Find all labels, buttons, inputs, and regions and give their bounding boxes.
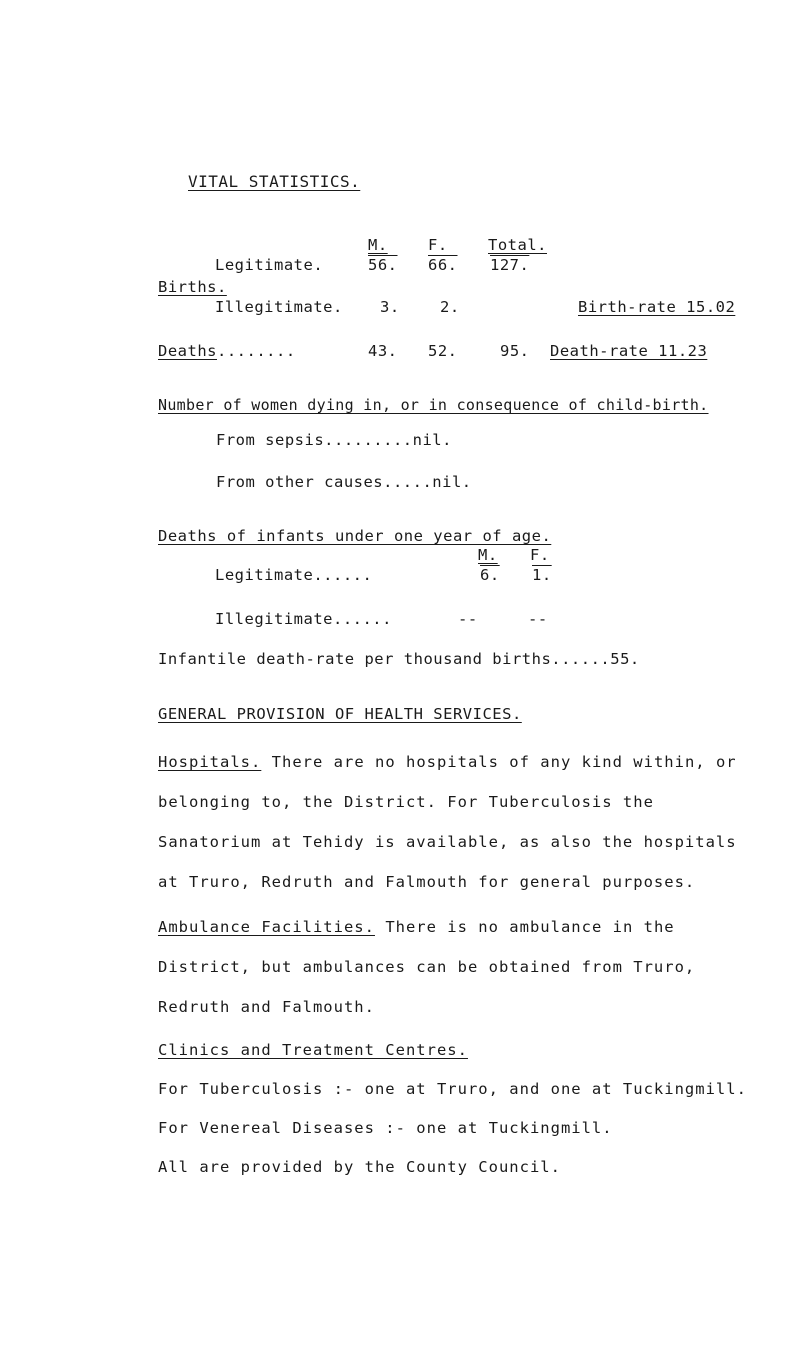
death-rate: Death-rate 11.23 <box>550 342 708 360</box>
births-col-total: Total. <box>488 236 547 254</box>
clinics-paragraph <box>158 1031 747 1187</box>
clinics-line-3: All are provided by the County Council. <box>158 1158 561 1176</box>
infants-legitimate-m: 6. <box>480 566 500 584</box>
infants-col-f: F. <box>530 546 550 564</box>
infants-legitimate-label: Legitimate...... <box>215 566 373 584</box>
ambulance-line-1: Ambulance Facilities. There is no ambulance in the <box>158 918 675 936</box>
births-col-f: F. <box>428 236 448 254</box>
hospitals-label: Hospitals. <box>158 753 262 771</box>
births-illegitimate-label: Illegitimate. <box>215 298 343 316</box>
deaths-m: 43. <box>368 342 398 360</box>
deaths-total: 95. <box>500 342 530 360</box>
births-label: Births. <box>158 278 227 296</box>
ambulance-line-2: District, but ambulances can be obtained from Truro, <box>158 958 696 976</box>
hospitals-line-1: Hospitals. There are no hospitals of any kind within, or <box>158 753 737 771</box>
deaths-leader: ........ <box>217 342 296 360</box>
deaths-row <box>158 342 296 360</box>
infants-heading: Deaths of infants under one year of age. <box>158 527 552 545</box>
ambulance-label: Ambulance Facilities. <box>158 918 375 936</box>
infants-illegitimate-f: -- <box>528 610 548 628</box>
births-legitimate-m: 56. <box>368 256 398 274</box>
infants-illegitimate-m: -- <box>458 610 478 628</box>
deaths-f: 52. <box>428 342 458 360</box>
births-illegitimate-m: 3. <box>380 298 400 316</box>
general-heading: GENERAL PROVISION OF HEALTH SERVICES. <box>158 705 522 723</box>
births-illegitimate-f: 2. <box>440 298 460 316</box>
maternal-sepsis: From sepsis.........nil. <box>216 431 452 449</box>
deaths-label: Deaths <box>158 342 217 360</box>
births-legitimate-f: 66. <box>428 256 458 274</box>
page-title: VITAL STATISTICS. <box>188 172 361 191</box>
hospitals-line-2: belonging to, the District. For Tuberculosis the <box>158 793 654 811</box>
clinics-line-1: For Tuberculosis :- one at Truro, and one at Tuckingmill. <box>158 1080 747 1098</box>
births-legitimate-label: Legitimate. <box>215 256 324 274</box>
infantile-death-rate: Infantile death-rate per thousand births......55. <box>158 650 640 668</box>
clinics-line-2: For Venereal Diseases :- one at Tuckingmill. <box>158 1119 613 1137</box>
ambulance-line-3: Redruth and Falmouth. <box>158 998 375 1016</box>
births-col-m: M. <box>368 236 388 254</box>
birth-rate: Birth-rate 15.02 <box>578 298 736 316</box>
maternal-other: From other causes.....nil. <box>216 473 472 491</box>
clinics-label: Clinics and Treatment Centres. <box>158 1041 468 1059</box>
hospitals-line-4: at Truro, Redruth and Falmouth for general purposes. <box>158 873 696 891</box>
births-legitimate-total: 127. <box>490 256 530 274</box>
infants-illegitimate-label: Illegitimate...... <box>215 610 392 628</box>
maternal-heading: Number of women dying in, or in consequence of child-birth. <box>158 396 709 414</box>
hospitals-line-3: Sanatorium at Tehidy is available, as also the hospitals <box>158 833 737 851</box>
ambulance-paragraph <box>158 907 695 1027</box>
infants-legitimate-f: 1. <box>532 566 552 584</box>
hospitals-paragraph <box>158 742 737 902</box>
infants-col-m: M. <box>478 546 498 564</box>
